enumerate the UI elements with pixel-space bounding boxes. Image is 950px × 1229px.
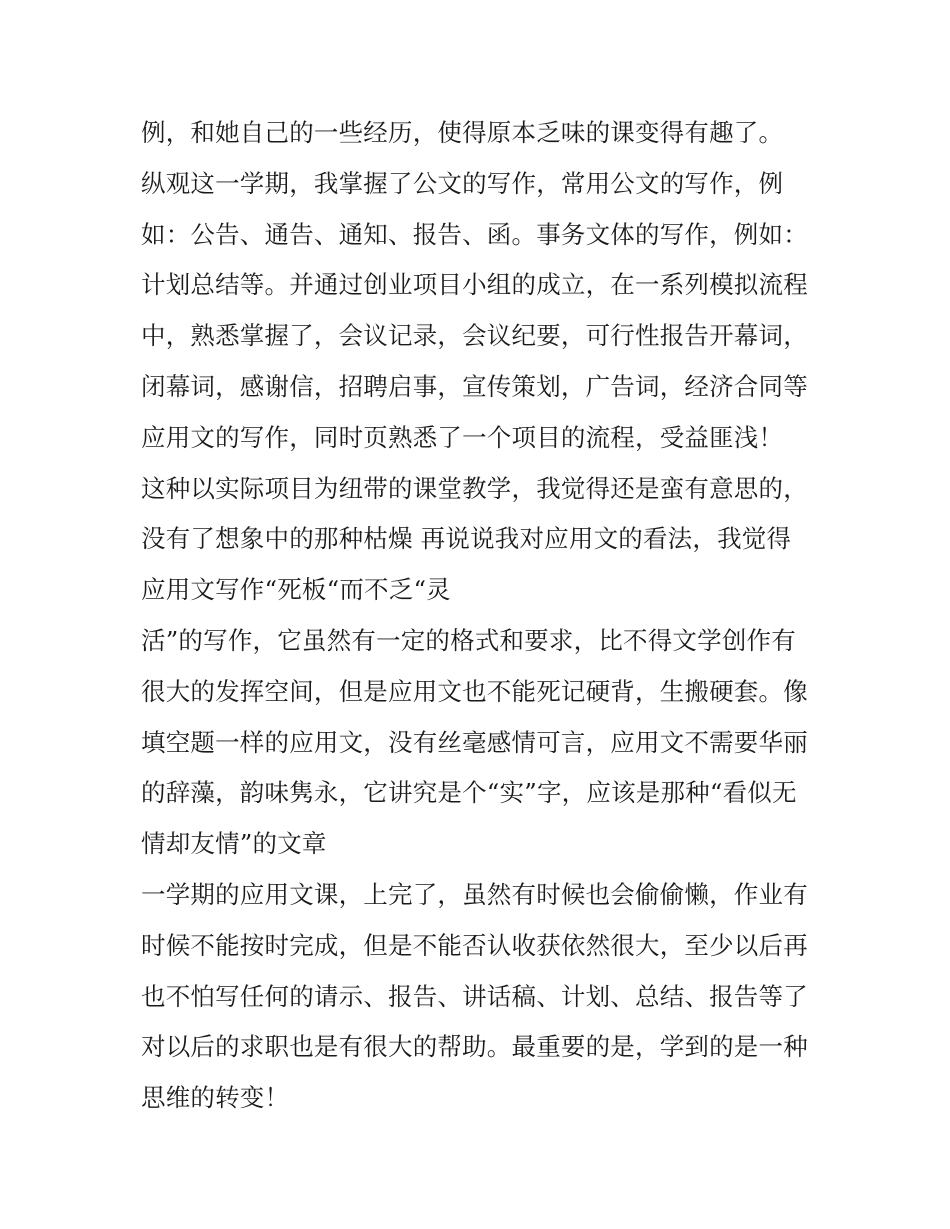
text-line: 纵观这一学期，我掌握了公文的写作，常用公文的写作，例 <box>141 168 784 198</box>
text-line: 计划总结等。并通过创业项目小组的成立，在一系列模拟流程 <box>141 270 808 300</box>
text-line: 应用文写作“死板“而不乏“灵 <box>141 575 451 605</box>
body-text <box>141 108 841 1124</box>
text-line: 的辞藻，韵味隽永，它讲究是个“实”字，应该是那种“看似无 <box>141 778 797 808</box>
text-line: 也不怕写任何的请示、报告、讲话稿、计划、总结、报告等了 <box>141 981 808 1011</box>
text-line: 没有了想象中的那种枯燥 再说说我对应用文的看法，我觉得 <box>141 524 792 554</box>
text-line: 应用文的写作，同时页熟悉了一个项目的流程，受益匪浅！ <box>141 422 784 452</box>
text-line: 如：公告、通告、通知、报告、函。事务文体的写作，例如： <box>141 219 808 249</box>
text-line: 闭幕词，感谢信，招聘启事，宣传策划，广告词，经济合同等 <box>141 371 808 401</box>
text-line: 例，和她自己的一些经历，使得原本乏味的课变得有趣了。 <box>141 118 784 147</box>
text-line: 时候不能按时完成，但是不能否认收获依然很大，至少以后再 <box>141 930 808 960</box>
text-line: 很大的发挥空间，但是应用文也不能死记硬背，生搬硬套。像 <box>141 676 808 706</box>
text-line: 思维的转变！ <box>141 1083 290 1113</box>
text-line: 填空题一样的应用文，没有丝毫感情可言，应用文不需要华丽 <box>141 727 808 757</box>
text-line: 对以后的求职也是有很大的帮助。最重要的是，学到的是一种 <box>141 1032 808 1062</box>
text-line: 这种以实际项目为纽带的课堂教学，我觉得还是蛮有意思的， <box>141 473 808 503</box>
text-line: 活”的写作，它虽然有一定的格式和要求，比不得文学创作有 <box>141 625 796 655</box>
text-line: 一学期的应用文课，上完了，虽然有时候也会偷偷懒，作业有 <box>141 879 808 909</box>
text-line: 中，熟悉掌握了，会议记录，会议纪要，可行性报告开幕词， <box>141 321 808 351</box>
text-line: 情却友情”的文章 <box>141 829 327 859</box>
